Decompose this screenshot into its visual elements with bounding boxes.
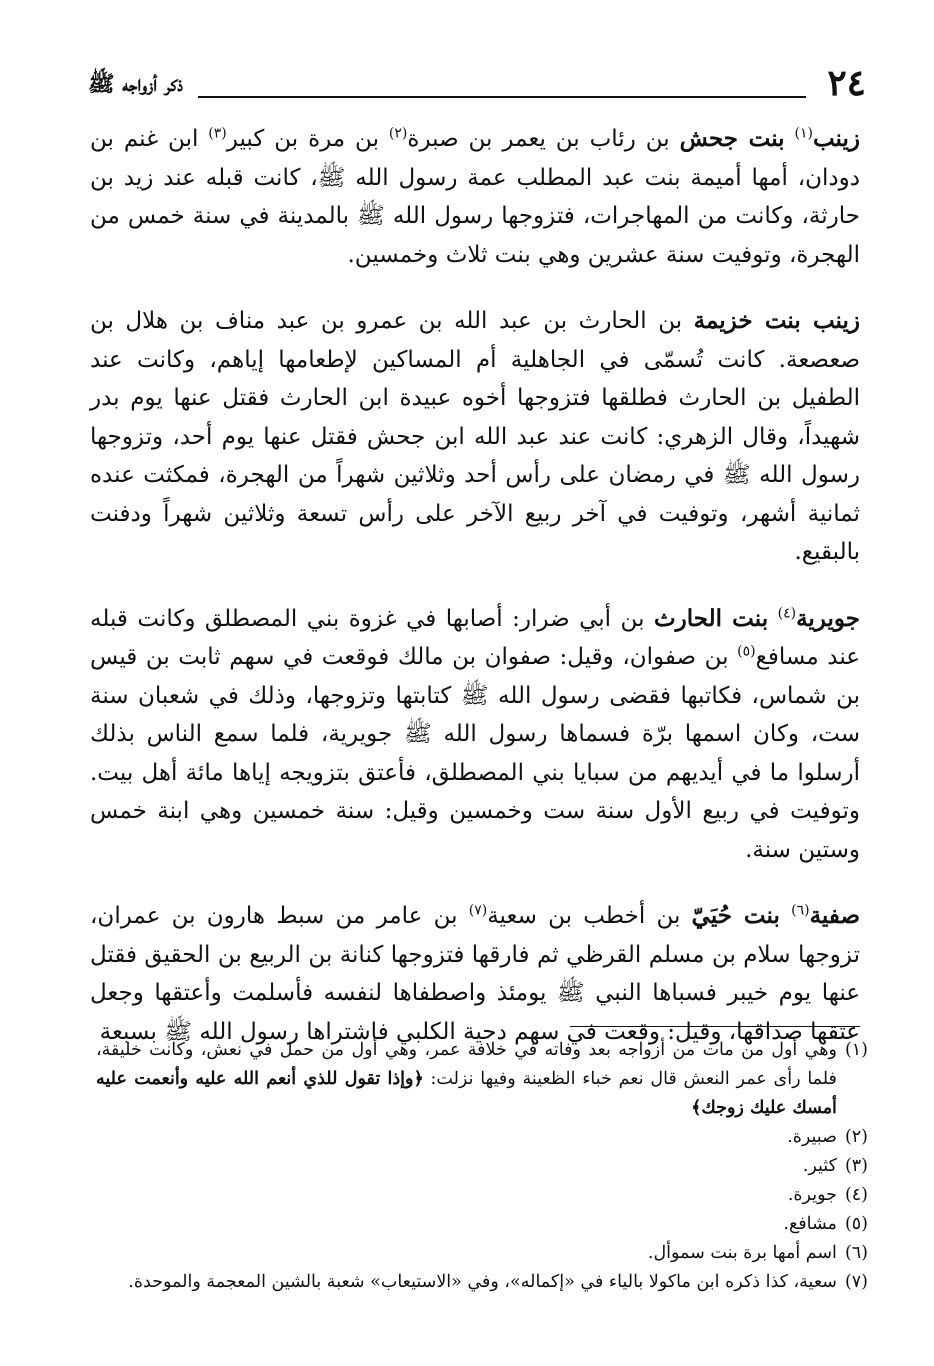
footnote-text: جويرة.: [787, 1185, 837, 1205]
footnote-text: اسم أمها برة بنت سموأل.: [647, 1243, 837, 1263]
footnote-7: [96, 1268, 868, 1297]
footnote-6: [96, 1239, 868, 1268]
person-name: زينب: [812, 125, 861, 152]
footnote-number: (٤): [844, 1185, 868, 1205]
footnote-separator: [570, 1026, 860, 1027]
footnote-ref: (٧): [468, 902, 488, 919]
footnote-2: [96, 1123, 868, 1152]
main-text: [90, 120, 860, 1079]
paragraph-text: بن رئاب بن يعمر بن صبرة: [407, 126, 670, 152]
paragraph-safiyya: [90, 897, 860, 1051]
footnote-number: (٦): [844, 1243, 868, 1263]
paragraph-text: بن صفوان، وقيل: صفوان بن مالك فوقعت في سهم ثابت بن قيس بن شماس، فكاتبها فقضى رسول الله ﷺ كتابتها وتزوجها، وذلك في شعبان سنة ست، وكان اسمها برّة فسماها رسول الله ﷺ جويرية، فلما سمع الناس بذلك أرسلوا ما في أيديهم من سبايا بني المصطلق، فأعتق بتزويجه إياها مائة أهل بيت. وتوفيت في ربيع الأول سنة ست وخمسين وقيل: سنة خمسين وهي ابنة خمس وستين سنة.: [90, 644, 860, 863]
paragraph-zaynab-bint-khuzayma: [90, 302, 860, 572]
page-number: ٢٤: [827, 62, 866, 104]
footnote-number: (٥): [844, 1214, 868, 1234]
footnote-ref: (٦): [791, 902, 810, 919]
footnote-number: (١): [844, 1040, 868, 1060]
paragraph-text: بن أخطب بن سعية: [487, 903, 681, 929]
footnote-ref: (٢): [388, 125, 408, 142]
paragraph-zaynab-bint-jahsh: [90, 120, 860, 274]
person-name: زينب بنت خزيمة: [693, 307, 861, 334]
paragraph-text: ابن غنم بن دودان، أمها أميمة بنت عبد المطلب عمة رسول الله ﷺ، كانت قبله عند زيد بن حارثة، وكانت من المهاجرات، فتزوجها رسول الله ﷺ بالمدينة في سنة خمس من الهجرة، وتوفيت سنة عشرين وهي بنت ثلاث وخمسين.: [90, 126, 860, 268]
person-lineage: بنت الحارث: [653, 604, 769, 632]
footnote-number: (٧): [844, 1272, 868, 1292]
footnote-3: [96, 1152, 868, 1181]
footnote-4: [96, 1181, 868, 1210]
footnote-1: [96, 1036, 868, 1123]
running-title: ذكر أزواجه ﷺ: [88, 71, 184, 97]
person-name: جويرية: [796, 604, 860, 632]
paragraph-text: بن مرة بن كبير: [226, 126, 379, 152]
paragraph-text: بن أبي ضرار: أصابها في غزوة بني المصطلق وكانت قبله عند مسافع: [90, 605, 860, 670]
person-name: صفية: [809, 902, 860, 929]
footnote-quran-verse: ﴿وإذا تقول للذي أنعم الله عليه وأنعمت عليه أمسك عليك زوجك﴾: [96, 1069, 837, 1118]
paragraph-juwayriya: [90, 600, 860, 870]
footnote-text: صبيرة.: [787, 1127, 837, 1147]
footnote-number: (٣): [844, 1156, 868, 1176]
footnote-text: سعية، كذا ذكره ابن ماكولا بالياء في «إكماله»، وفي «الاستيعاب» شعبة بالشين المعجمة والموحدة.: [128, 1272, 837, 1292]
footnote-ref: (٤): [777, 604, 797, 621]
footnotes: [96, 1036, 868, 1297]
footnote-ref: (١): [794, 125, 813, 142]
footnote-body: وهي أول من مات من أزواجه بعد وفاته في خلافة عمر، وهي أول من حمل في نعش، وكانت خليقة، فلما رأى عمر النعش قال نعم خباء الظعينة وفيها نزلت:: [96, 1040, 837, 1089]
footnote-number: (٢): [844, 1127, 868, 1147]
person-lineage: بنت حُيَيّ: [691, 902, 780, 929]
footnote-ref: (٣): [208, 125, 227, 142]
header-rule: [198, 96, 806, 98]
footnote-ref: (٥): [737, 643, 756, 660]
footnote-text: مشافع.: [783, 1214, 837, 1234]
person-lineage: بنت جحش: [679, 125, 785, 152]
paragraph-text: بن الحارث بن عبد الله بن عمرو بن عبد مناف بن هلال بن صعصعة. كانت تُسمّى في الجاهلية أم المساكين لإطعامها إياهم، وكانت عند الطفيل بن الحارث فطلقها فتزوجها أخوه عبيدة ابن الحارث فقتل عنها يوم بدر شهيداً، وقال الزهري: كانت عند عبد الله ابن جحش فقتل عنها يوم أحد، وتزوجها رسول الله ﷺ في رمضان على رأس أحد وثلاثين شهراً من الهجرة، فمكثت عنده ثمانية أشهر، وتوفيت في آخر ربيع الآخر على رأس تسعة وثلاثين شهراً ودفنت بالبقيع.: [90, 308, 860, 565]
footnote-text: [96, 1036, 837, 1123]
paragraph-text: بن عامر من سبط هارون بن عمران، تزوجها سلام بن مسلم القرظي ثم فارقها فتزوجها كنانة بن الربيع بن الحقيق فقتل عنها يوم خيبر فسباها النبي ﷺ يومئذ واصطفاها لنفسه فأسلمت وأعتقها وجعل عتقها صداقها، وقيل: وقعت في سهم دحية الكلبي فاشتراها رسول الله ﷺ بسبعة: [90, 903, 860, 1045]
page-header: [88, 56, 866, 106]
footnote-5: [96, 1210, 868, 1239]
footnote-text: كثير.: [802, 1156, 837, 1176]
